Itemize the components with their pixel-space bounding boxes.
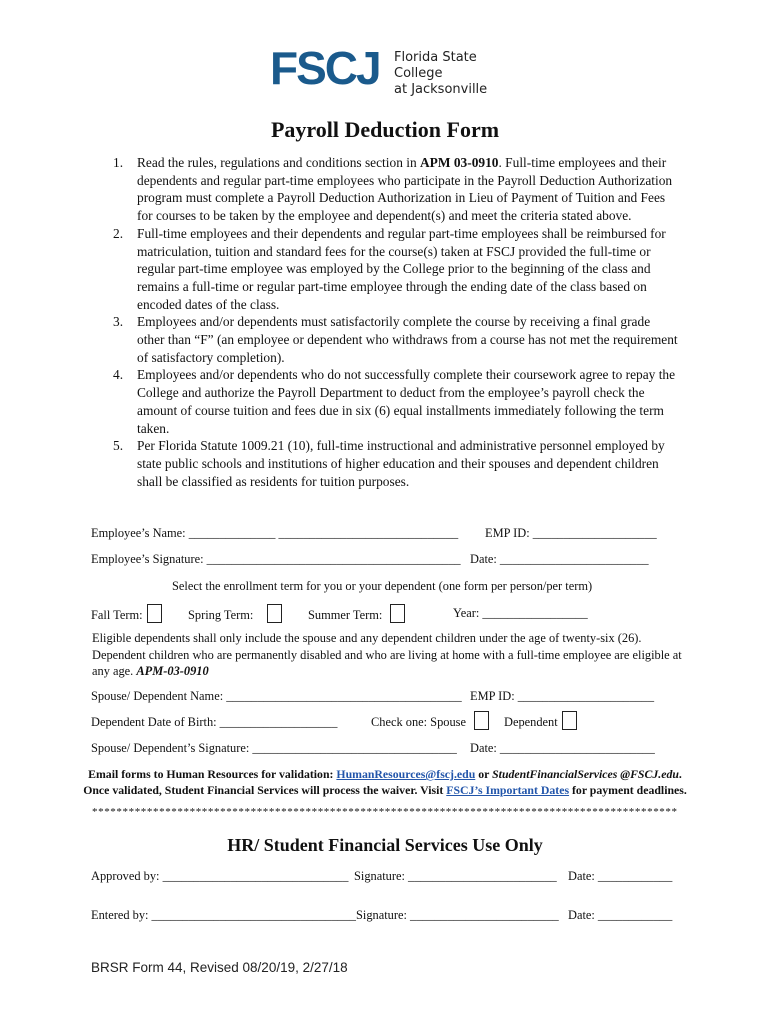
rule-text: Per Florida Statute 1009.21 (10), full-time instructional and administrative personnel employed by state public schools and institutions of higher education and their spouses and dependent children shall be classified as residents for tuition purposes. (137, 438, 665, 489)
dependent-option-label: Dependent (504, 715, 558, 729)
employee-date-field[interactable]: Date: ________________________ (470, 552, 649, 566)
logo-line-1: Florida State College (394, 50, 477, 81)
rule-number: 1. (113, 155, 124, 170)
term-instruction: Select the enrollment term for you or your dependent (one form per person/per term) (172, 579, 593, 593)
employee-id-field[interactable]: EMP ID: ____________________ (485, 526, 657, 540)
logo-line-2: at Jacksonville (394, 82, 488, 97)
dependent-name-field[interactable]: Spouse/ Dependent Name: ______________________________________ (91, 689, 462, 703)
rule-text: Full-time employees and their dependents and regular part-time employees shall be reimbursed for matriculation, tuition and standard fees for the course(s) taken at FSCJ provided the full-time or regular part-time employee was employed by the College prior to the beginning of the class and remains a full-time or regular part-time employee through the ending date of the class based on encoded dates of the class. (137, 225, 666, 312)
rule-text: Read the rules, regulations and conditions section in (137, 155, 421, 170)
spring-term-label: Spring Term: (188, 608, 254, 622)
divider: ************************************************************************************************ (92, 806, 678, 818)
email-line-1 (0, 766, 770, 782)
check-one-label: Check one: Spouse (371, 715, 466, 729)
rule-number: 5. (113, 438, 124, 454)
hr-section-title: HR/ Student Financial Services Use Only (227, 835, 543, 855)
logo-text (394, 50, 510, 98)
approved-signature-field[interactable]: Signature: ________________________ (354, 869, 557, 883)
rule-item (110, 154, 678, 225)
waiver-text-end: for payment deadlines. (569, 783, 687, 797)
employee-signature-field[interactable]: Employee’s Signature: _________________________________________ (91, 552, 461, 566)
dependent-emp-id-field[interactable]: EMP ID: ______________________ (470, 689, 655, 703)
summer-term-label: Summer Term: (308, 608, 383, 622)
entered-signature-field[interactable]: Signature: ________________________ (356, 908, 559, 922)
fall-term-option (91, 604, 162, 623)
fall-term-checkbox[interactable] (147, 604, 162, 623)
email-text-or: or (475, 767, 493, 781)
dependent-dob-field[interactable]: Dependent Date of Birth: ___________________ (91, 715, 338, 729)
spring-term-checkbox[interactable] (267, 604, 282, 623)
logo-mark: FSCJ (270, 42, 380, 94)
eligibility-text: Eligible dependents shall only include the spouse and any dependent children under the age of twenty-six (26). Dependent children who are permanently disabled and who are living at home with a full-time employee are eligible at any age. (92, 631, 682, 678)
approved-date-field[interactable]: Date: ____________ (568, 869, 673, 883)
dependent-signature-field[interactable]: Spouse/ Dependent’s Signature: _________________________________ (91, 741, 457, 755)
entered-by-field[interactable]: Entered by: _________________________________ (91, 908, 357, 922)
fall-term-label: Fall Term: (91, 608, 143, 622)
page-title: Payroll Deduction Form (270, 117, 500, 142)
year-field[interactable]: Year: _________________ (453, 606, 588, 620)
rule-item (110, 366, 678, 437)
rules-list (110, 154, 678, 490)
sfs-email: StudentFinancialServices @FSCJ.edu (492, 767, 679, 781)
rule-number: 2. (113, 225, 124, 241)
summer-term-checkbox[interactable] (390, 604, 405, 623)
eligibility-note (92, 630, 692, 680)
relationship-option-spouse (371, 711, 489, 730)
rule-reference: APM 03-0910 (420, 155, 499, 170)
relationship-option-dependent (504, 711, 577, 730)
email-text: Email forms to Human Resources for validation: (88, 767, 337, 781)
dependent-checkbox[interactable] (562, 711, 577, 730)
eligibility-reference: APM-03-0910 (136, 664, 209, 678)
rule-item (110, 313, 678, 366)
rule-item (110, 437, 678, 490)
email-line-2 (0, 782, 770, 798)
approved-by-field[interactable]: Approved by: ______________________________ (91, 869, 349, 883)
employee-name-field[interactable]: Employee’s Name: ______________ _____________________________ (91, 526, 459, 540)
rule-text-continued: . Full-time employees and their dependents and regular part-time employees who participate in the Payroll Deduction Authorization program must complete a Payroll Deduction Authorization in Lieu of Payment of Tuition and Fees for courses to be taken by the employee and dependent(s) and meet the criteria stated above. (137, 155, 673, 224)
email-text-end: . (678, 767, 682, 781)
spouse-checkbox[interactable] (474, 711, 489, 730)
rule-number: 4. (113, 367, 124, 383)
email-instructions (0, 766, 770, 798)
spring-term-option (188, 604, 282, 623)
rule-text: Employees and/or dependents who do not successfully complete their coursework agree to repay the College and authorize the Payroll Department to deduct from the employee’s payroll check the amount of course tuition and fees due in six (6) equal installments immediately following the term taken. (137, 367, 676, 436)
summer-term-option (308, 604, 405, 623)
rule-number: 3. (113, 314, 124, 330)
hr-email-link[interactable]: HumanResources@fscj.edu (336, 767, 476, 781)
form-footer: BRSR Form 44, Revised 08/20/19, 2/27/18 (91, 960, 348, 975)
entered-date-field[interactable]: Date: ____________ (568, 908, 673, 922)
college-logo (270, 40, 510, 96)
important-dates-link[interactable]: FSCJ’s Important Dates (446, 783, 570, 797)
waiver-text: Once validated, Student Financial Services will process the waiver. Visit (83, 783, 447, 797)
dependent-date-field[interactable]: Date: _________________________ (470, 741, 655, 755)
rule-text: Employees and/or dependents must satisfactorily complete the course by receiving a final grade other than “F” (an employee or dependent who withdraws from a course has not met the requirement of satisfactory completion). (137, 314, 678, 365)
rule-item (110, 225, 678, 314)
